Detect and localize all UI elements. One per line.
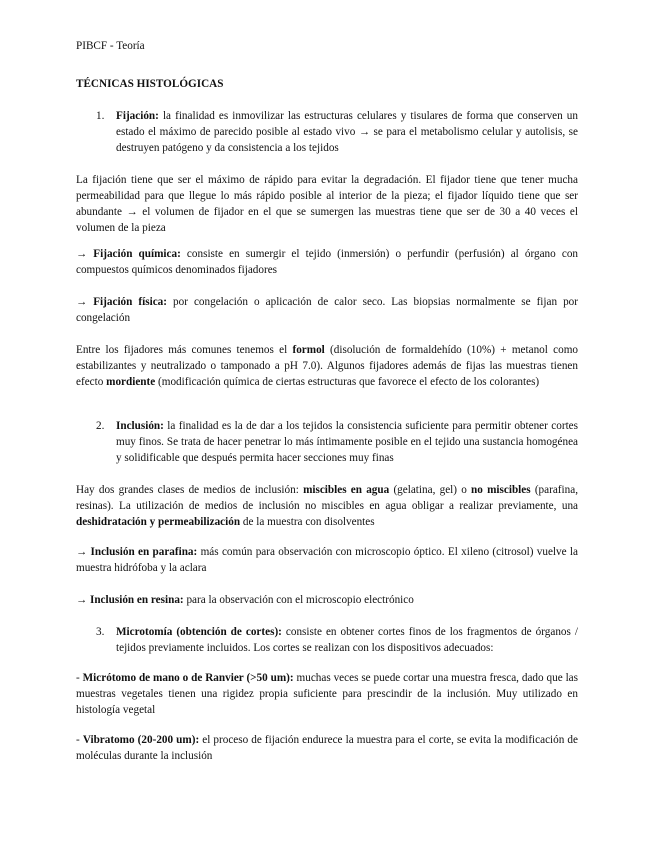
term-label: Micrótomo de mano o de Ranvier (>50 um): — [82, 672, 294, 684]
arrow-icon: → — [76, 594, 90, 606]
arrow-icon: → — [76, 296, 94, 308]
list-number: 1. — [96, 110, 105, 122]
term-label: Fijación física: — [93, 296, 167, 308]
term-description: el proceso de fijación endurece la muestra para el corte, se evita la modificación de moléculas durante la inclusión — [76, 734, 578, 762]
paragraph-inclusion-parafina — [76, 544, 578, 576]
paragraph-inclusion-resina — [76, 592, 578, 608]
term-description: consiste en obtener cortes finos de los fragmentos de órganos / tejidos previamente incluidos. Los cortes se realizan con los dispositivos adecuados: — [116, 626, 578, 654]
paragraph-fijacion-fisica — [76, 294, 578, 326]
term-description: la finalidad es inmovilizar las estructuras celulares y tisulares de forma que conserven un estado el máximo de parecido posible al estado vivo → se para el metabolismo celular y autolisis, se destruyen patógeno y da consistencia a los tejidos — [116, 110, 578, 154]
paragraph-fijacion-rapidez: La fijación tiene que ser el máximo de rápido para evitar la degradación. El fijador tiene que tener mucha permeabilidad para que llegue lo más rápido posible al interior de la pieza; el fijador líquido tiene que ser abundante → el volumen de fijador en el que se sumergen las muestras tiene que ser de 30 a 40 veces el volumen de la pieza — [76, 174, 578, 234]
arrow-icon: → — [76, 546, 91, 558]
term-mordiente: mordiente — [106, 376, 156, 388]
section-title: TÉCNICAS HISTOLÓGICAS — [76, 78, 224, 90]
term-formol: formol — [292, 344, 325, 356]
term-description: la finalidad es la de dar a los tejidos la consistencia suficiente para permitir obtener cortes muy finos. Se trata de hacer penetrar lo más íntimamente posible en el tejido una sustancia homogénea y solidificable que después permita hacer secciones muy finas — [116, 420, 578, 464]
paragraph-fijacion-quimica — [76, 246, 578, 278]
text-run: Entre los fijadores más comunes tenemos el — [76, 344, 293, 356]
term-label: Inclusión en parafina: — [90, 546, 198, 558]
paragraph-microtomo-ranvier — [76, 670, 578, 718]
arrow-icon: → — [76, 248, 94, 260]
list-number: 2. — [96, 420, 105, 432]
text-run: (gelatina, gel) o — [389, 484, 472, 496]
list-text — [116, 108, 578, 156]
list-text — [116, 418, 578, 466]
term-label: Fijación: — [116, 110, 159, 122]
dash-marker: - — [76, 672, 83, 684]
term-description: para la observación con el microscopio electrónico — [183, 594, 414, 606]
term-deshidratacion: deshidratación y permeabilización — [76, 516, 241, 528]
paragraph-medios-inclusion — [76, 482, 578, 530]
term-miscibles: miscibles en agua — [303, 484, 390, 496]
dash-marker: - — [76, 734, 83, 746]
text-run: (modificación química de ciertas estructuras que favorece el efecto de los colorantes) — [155, 376, 540, 388]
list-number: 3. — [96, 626, 105, 638]
term-label: Inclusión en resina: — [89, 594, 184, 606]
list-text — [116, 624, 578, 656]
term-no-miscibles: no miscibles — [471, 484, 531, 496]
page-header: PIBCF - Teoría — [76, 40, 145, 52]
term-description: más común para observación con microscopio óptico. El xileno (citrosol) vuelve la muestra hidrófoba y la aclara — [76, 546, 578, 574]
text-run: (disolución de formaldehído (10%) + metanol como estabilizantes y neutralizado o tamponado a pH 7.0). Algunos fijadores además de fijas las muestras tienen efecto — [76, 344, 578, 388]
term-label: Fijación química: — [93, 248, 181, 260]
paragraph-fijadores — [76, 342, 578, 390]
term-description: muchas veces se puede cortar una muestra fresca, dado que las muestras vegetales tienen una rigidez propia suficiente para prescindir de la inclusión. Muy utilizado en histología vegetal — [76, 672, 578, 716]
text-run: Hay dos grandes clases de medios de inclusión: — [76, 484, 304, 496]
paragraph-vibratomo — [76, 732, 578, 764]
term-label: Inclusión: — [116, 420, 164, 432]
term-description: consiste en sumergir el tejido (inmersión) o perfundir (perfusión) al órgano con compuestos químicos denominados fijadores — [76, 248, 579, 276]
text-run: de la muestra con disolventes — [240, 516, 375, 528]
term-label: Vibratomo (20-200 um): — [82, 734, 200, 746]
term-description: por congelación o aplicación de calor seco. Las biopsias normalmente se fijan por congelación — [76, 296, 579, 324]
text-run: (parafina, resinas). La utilización de medios de inclusión no miscibles en agua obligar a realizar previamente, una — [76, 484, 578, 512]
term-label: Microtomía (obtención de cortes): — [116, 626, 282, 638]
